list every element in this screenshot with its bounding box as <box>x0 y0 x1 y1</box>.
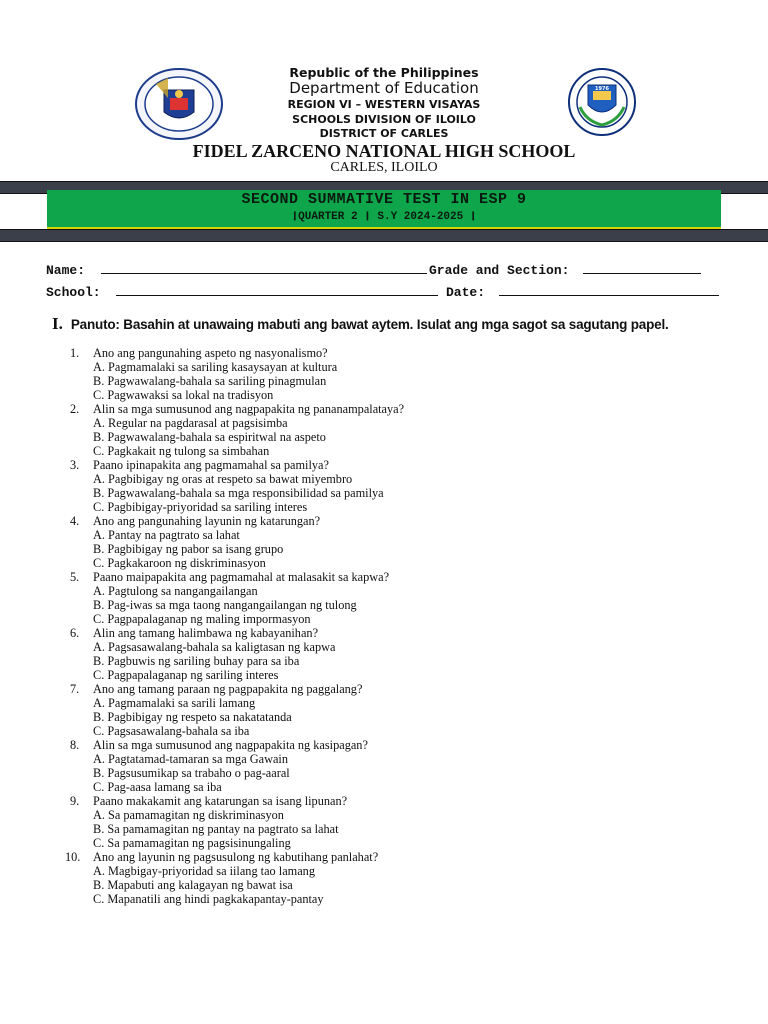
answer-option: A. Regular na pagdarasal at pagsisimba <box>93 416 288 430</box>
question-text: Alin sa mga sumusunod ang nagpapakita ng pananampalataya? <box>93 402 405 416</box>
division-line: SCHOOLS DIVISION OF ILOILO <box>292 113 476 126</box>
banner-bottom-bar <box>0 229 768 242</box>
question-item <box>62 626 404 682</box>
school-seal-year: 1976 <box>595 86 609 92</box>
answer-option: B. Sa pamamagitan ng pantay na pagtrato sa lahat <box>93 822 339 836</box>
answer-option: A. Pagmamalaki sa sarili lamang <box>93 696 256 710</box>
question-item <box>62 402 404 458</box>
question-number: 5. <box>70 570 80 584</box>
answer-option: C. Pagwawaksi sa lokal na tradisyon <box>93 388 274 402</box>
question-text: Ano ang tamang paraan ng pagpapakita ng paggalang? <box>93 682 363 696</box>
date-blank[interactable] <box>499 284 719 296</box>
banner-title: SECOND SUMMATIVE TEST IN ESP 9 <box>241 191 527 208</box>
question-item <box>62 514 404 570</box>
question-item <box>62 682 404 738</box>
question-item <box>62 458 404 514</box>
date-row <box>446 284 719 300</box>
question-number: 8. <box>70 738 80 752</box>
question-number: 9. <box>70 794 80 808</box>
banner-subtitle: ❙QUARTER 2 ❙ S.Y 2024-2025 ❙ <box>291 211 477 223</box>
name-label: Name: <box>46 263 86 278</box>
answer-option: B. Pag-iwas sa mga taong nangangailangan ng tulong <box>93 598 357 612</box>
question-text: Ano ang pangunahing layunin ng katarungan? <box>93 514 321 528</box>
instruction-number: I. <box>52 314 63 333</box>
answer-option: A. Sa pamamagitan ng diskriminasyon <box>93 808 284 822</box>
question-number: 2. <box>70 402 80 416</box>
question-item <box>62 570 404 626</box>
answer-option: B. Pagbibigay ng respeto sa nakatatanda <box>93 710 292 724</box>
school-location: CARLES, ILOILO <box>330 160 438 175</box>
answer-option: C. Pagkakait ng tulong sa simbahan <box>93 444 270 458</box>
name-blank[interactable] <box>101 262 427 274</box>
answer-option: B. Pagwawalang-bahala sa sariling pinagmulan <box>93 374 327 388</box>
school-label: School: <box>46 285 101 300</box>
answer-option: C. Pagkakaroon ng diskriminasyon <box>93 556 266 570</box>
question-item <box>62 850 404 906</box>
answer-option: C. Pagbibigay-priyoridad sa sariling interes <box>93 500 308 514</box>
date-label: Date: <box>446 285 486 300</box>
question-item <box>62 794 404 850</box>
answer-option: C. Mapanatili ang hindi pagkakapantay-pantay <box>93 892 324 906</box>
answer-option: B. Pagbibigay ng pabor sa isang grupo <box>93 542 284 556</box>
answer-option: A. Pagtulong sa nangangailangan <box>93 584 258 598</box>
answer-option: A. Pantay na pagtrato sa lahat <box>93 528 240 542</box>
question-number: 6. <box>70 626 80 640</box>
school-row <box>46 284 438 300</box>
question-number: 1. <box>70 346 80 360</box>
banner-green-box <box>47 190 721 229</box>
question-number: 10. <box>65 850 81 864</box>
answer-option: B. Pagwawalang-bahala sa mga responsibilidad sa pamilya <box>93 486 384 500</box>
republic-line: Republic of the Philippines <box>289 65 479 80</box>
answer-option: A. Magbigay-priyoridad sa iilang tao lamang <box>93 864 315 878</box>
answer-option: C. Pag-aasa lamang sa iba <box>93 780 222 794</box>
school-name: FIDEL ZARCENO NATIONAL HIGH SCHOOL <box>192 141 576 161</box>
answer-option: A. Pagmamalaki sa sariling kasaysayan at kultura <box>93 360 338 374</box>
answer-option: B. Pagbuwis ng sariling buhay para sa iba <box>93 654 300 668</box>
grade-label: Grade and Section: <box>429 263 570 278</box>
question-text: Alin sa mga sumusunod ang nagpapakita ng kasipagan? <box>93 738 368 752</box>
answer-option: C. Pagsasawalang-bahala sa iba <box>93 724 250 738</box>
question-number: 3. <box>70 458 80 472</box>
answer-option: A. Pagbibigay ng oras at respeto sa bawat miyembro <box>93 472 353 486</box>
grade-row <box>429 262 701 278</box>
question-list <box>62 346 404 906</box>
question-item <box>62 346 404 402</box>
question-number: 4. <box>70 514 80 528</box>
answer-option: A. Pagtatamad-tamaran sa mga Gawain <box>93 752 288 766</box>
answer-option: C. Pagpapalaganap ng sariling interes <box>93 668 279 682</box>
question-item <box>62 738 404 794</box>
district-line: DISTRICT OF CARLES <box>319 127 449 140</box>
instruction-text: Panuto: Basahin at unawaing mabuti ang bawat aytem. Isulat ang mga sagot sa sagutang papel. <box>70 317 669 332</box>
question-text: Alin ang tamang halimbawa ng kabayanihan? <box>93 626 319 640</box>
question-number: 7. <box>70 682 80 696</box>
answer-option: B. Pagsusumikap sa trabaho o pag-aaral <box>93 766 290 780</box>
answer-option: C. Pagpapalaganap ng maling impormasyon <box>93 612 311 626</box>
question-text: Paano maipapakita ang pagmamahal at malasakit sa kapwa? <box>93 570 390 584</box>
grade-blank[interactable] <box>583 262 701 274</box>
department-line: Department of Education <box>289 79 479 97</box>
answer-option: B. Mapabuti ang kalagayan ng bawat isa <box>93 878 293 892</box>
school-blank[interactable] <box>116 284 438 296</box>
answer-option: C. Sa pamamagitan ng pagsisinungaling <box>93 836 291 850</box>
name-row <box>46 262 427 278</box>
region-line: REGION VI – WESTERN VISAYAS <box>287 98 481 111</box>
question-text: Paano makakamit ang katarungan sa isang lipunan? <box>93 794 348 808</box>
question-text: Paano ipinapakita ang pagmamahal sa pamilya? <box>93 458 329 472</box>
answer-option: A. Pagsasawalang-bahala sa kaligtasan ng kapwa <box>93 640 336 654</box>
question-text: Ano ang pangunahing aspeto ng nasyonalismo? <box>93 346 328 360</box>
question-text: Ano ang layunin ng pagsusulong ng kabutihang panlahat? <box>93 850 379 864</box>
answer-option: B. Pagwawalang-bahala sa espiritwal na aspeto <box>93 430 326 444</box>
instructions <box>52 314 669 334</box>
